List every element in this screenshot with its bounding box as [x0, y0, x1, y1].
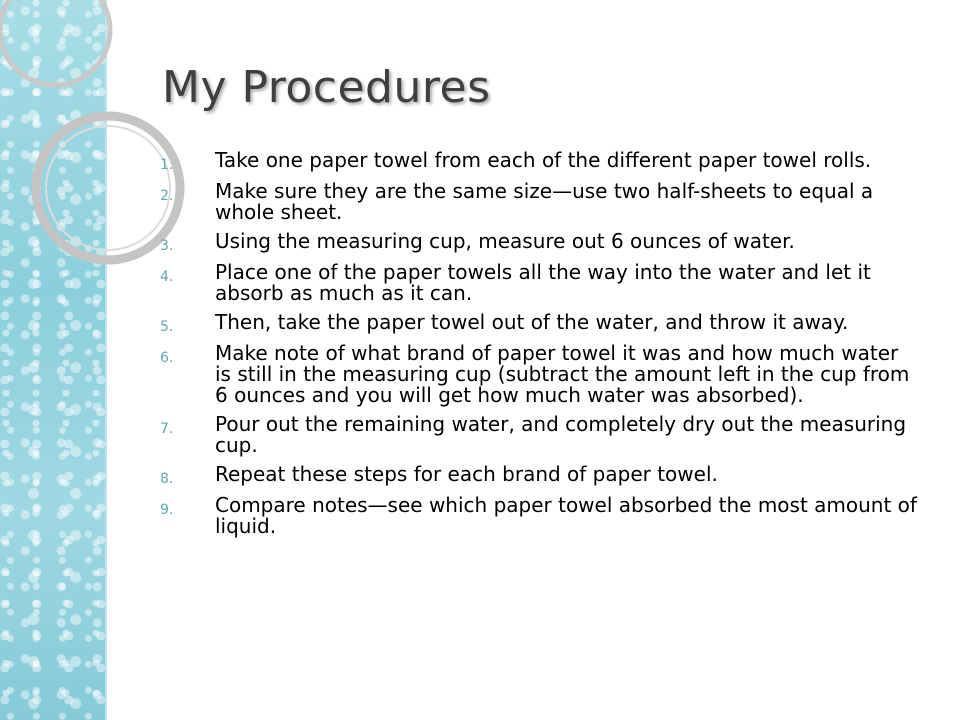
procedure-step — [160, 262, 920, 304]
step-text: Then, take the paper towel out of the water, and throw it away. — [215, 310, 849, 334]
step-number: 8. — [160, 471, 174, 487]
step-text: Place one of the paper towels all the way into the water and let it absorb as much as it can. — [215, 260, 871, 305]
step-number: 4. — [160, 269, 174, 285]
step-text: Using the measuring cup, measure out 6 ounces of water. — [215, 229, 795, 253]
step-text: Compare notes—see which paper towel absorbed the most amount of liquid. — [215, 493, 917, 538]
step-number: 1. — [160, 157, 174, 173]
step-number: 2. — [160, 188, 174, 204]
procedure-step — [160, 312, 920, 335]
procedure-step — [160, 464, 920, 487]
procedure-step — [160, 181, 920, 223]
step-text: Repeat these steps for each brand of paper towel. — [215, 462, 718, 486]
step-number: 3. — [160, 238, 174, 254]
procedure-step — [160, 495, 920, 537]
procedure-list — [160, 150, 920, 545]
procedure-step — [160, 150, 920, 173]
step-text: Take one paper towel from each of the different paper towel rolls. — [215, 148, 872, 172]
step-text: Make note of what brand of paper towel it was and how much water is still in the measuring cup (subtract the amount left in the cup from 6 ounces and you will get how much water was absorbed). — [215, 341, 910, 407]
step-text: Make sure they are the same size—use two half-sheets to equal a whole sheet. — [215, 179, 874, 224]
step-number: 6. — [160, 350, 174, 366]
ring-large — [36, 116, 180, 260]
procedure-step — [160, 343, 920, 406]
step-number: 7. — [160, 421, 174, 437]
procedure-step — [160, 414, 920, 456]
ring-top — [0, 0, 110, 85]
procedure-step — [160, 231, 920, 254]
step-text: Pour out the remaining water, and completely dry out the measuring cup. — [215, 412, 907, 457]
step-number: 5. — [160, 319, 174, 335]
step-number: 9. — [160, 502, 174, 518]
ring-large-inner — [46, 126, 170, 250]
slide-title: My Procedures — [162, 62, 491, 113]
